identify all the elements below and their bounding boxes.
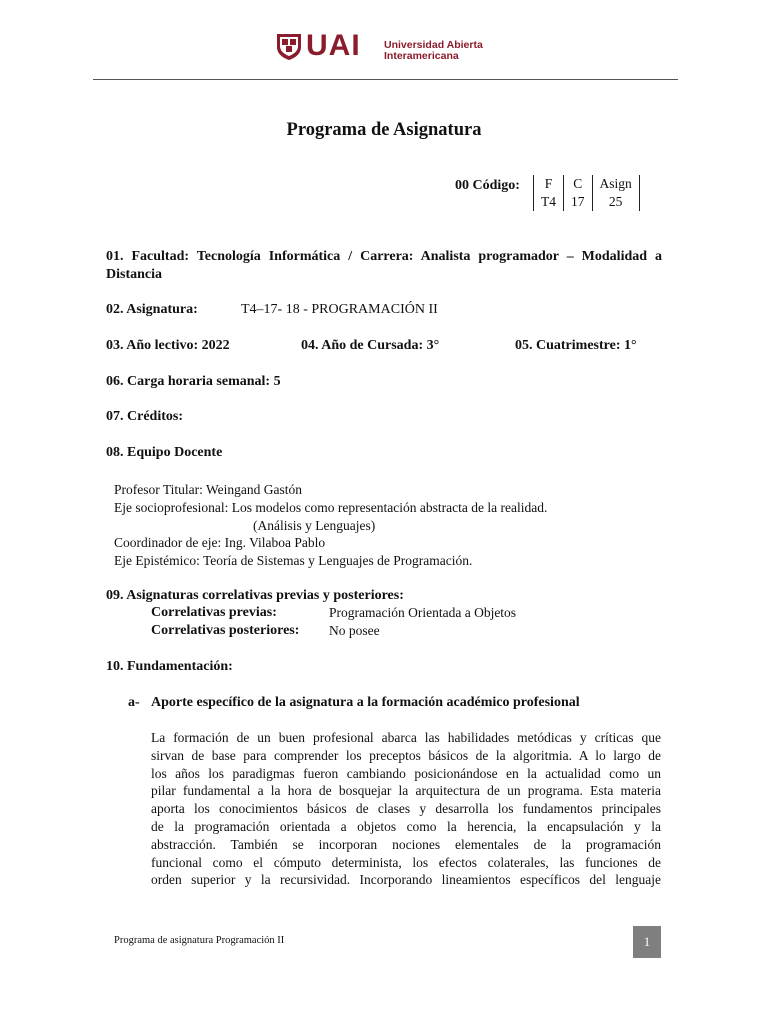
eje-epistemico: Eje Epistémico: Teoría de Sistemas y Lenguajes de Programación. bbox=[114, 553, 473, 569]
profesor-titular: Profesor Titular: Weingand Gastón bbox=[114, 482, 303, 497]
sub-item-marker: a- bbox=[128, 695, 140, 710]
logo-line-1: Universidad Abierta bbox=[384, 39, 483, 51]
paragraph-line: sirvan de base para comprender los preceptos básicos de la algoritmia. A lo largo de bbox=[151, 747, 661, 763]
code-cell-c-value: 17 bbox=[564, 193, 593, 211]
correlativas-posteriores-label: Correlativas posteriores: bbox=[151, 623, 300, 638]
eje-socioprofesional: Eje socioprofesional: Los modelos como representación abstracta de la realidad. bbox=[114, 499, 548, 515]
paragraph-line: orden superior y la recursividad. Incorporando lineamientos específicos del lenguaje bbox=[151, 872, 661, 888]
code-cell-f: F bbox=[534, 175, 564, 193]
paragraph-line: aporta los conocimientos básicos de clases y desarrolla los fundamentos principales bbox=[151, 801, 661, 817]
correlativas-previas-value: Programación Orientada a Objetos bbox=[329, 605, 517, 620]
cuatrimestre: 05. Cuatrimestre: 1° bbox=[515, 338, 637, 353]
logo-abbreviation: UAI bbox=[306, 29, 361, 62]
code-cell-asign-value: 25 bbox=[592, 193, 639, 211]
equipo-list bbox=[114, 481, 547, 570]
footer-text: Programa de asignatura Programación II bbox=[114, 935, 285, 946]
code-table bbox=[533, 175, 640, 211]
code-cell-asign: Asign bbox=[592, 175, 639, 193]
facultad-line-2: Distancia bbox=[106, 267, 162, 282]
facultad-line-1: 01. Facultad: Tecnología Informática / Carrera: Analista programador – Modalidad a bbox=[106, 249, 662, 264]
anio-cursada: 04. Año de Cursada: 3° bbox=[301, 338, 440, 353]
paragraph-line: pilar fundamental a la hora de bosquejar la arquitectura de un programa. Esta materia bbox=[151, 783, 661, 799]
correlativas-heading: 09. Asignaturas correlativas previas y posteriores: bbox=[106, 588, 404, 603]
coordinador-eje: Coordinador de eje: Ing. Vilaboa Pablo bbox=[114, 535, 326, 551]
code-label: 00 Código: bbox=[455, 178, 520, 193]
correlativas-previas-label: Correlativas previas: bbox=[151, 605, 277, 620]
shield-icon bbox=[276, 33, 302, 61]
logo-line-2: Interamericana bbox=[384, 50, 459, 62]
code-cell-f-value: T4 bbox=[534, 193, 564, 211]
paragraph-line: La formación de un buen profesional abarca las habilidades metódicas y críticas que bbox=[151, 730, 661, 745]
header-rule bbox=[93, 79, 678, 80]
code-cell-c: C bbox=[564, 175, 593, 193]
eje-socioprofesional-note: (Análisis y Lenguajes) bbox=[253, 517, 376, 533]
page-title: Programa de Asignatura bbox=[286, 120, 482, 140]
paragraph-line: abstracción. También se incorporan nociones elementales de la programación bbox=[151, 836, 661, 852]
fundamentacion-paragraph bbox=[151, 729, 661, 889]
university-logo bbox=[276, 29, 496, 67]
paragraph-line: los años los paradigmas fueron cambiando posicionándose en la actualidad como un bbox=[151, 765, 661, 781]
correlativas-posteriores-value: No posee bbox=[329, 623, 380, 638]
facultad-block bbox=[106, 248, 662, 284]
asignatura-label: 02. Asignatura: bbox=[106, 302, 198, 317]
sub-item-heading: Aporte específico de la asignatura a la formación académico profesional bbox=[151, 695, 580, 710]
equipo-heading: 08. Equipo Docente bbox=[106, 445, 223, 460]
fundamentacion-heading: 10. Fundamentación: bbox=[106, 659, 233, 674]
paragraph-line: de la programación orientada a objetos como la herencia, la encapsulación y la bbox=[151, 818, 661, 834]
carga-horaria: 06. Carga horaria semanal: 5 bbox=[106, 374, 281, 389]
asignatura-value: T4–17- 18 - PROGRAMACIÓN II bbox=[241, 302, 438, 317]
paragraph-line: funcional como el cómputo determinista, los efectos colaterales, las funciones de bbox=[151, 854, 661, 870]
creditos: 07. Créditos: bbox=[106, 409, 183, 424]
anio-lectivo: 03. Año lectivo: 2022 bbox=[106, 338, 230, 353]
page-number: 1 bbox=[633, 926, 661, 958]
